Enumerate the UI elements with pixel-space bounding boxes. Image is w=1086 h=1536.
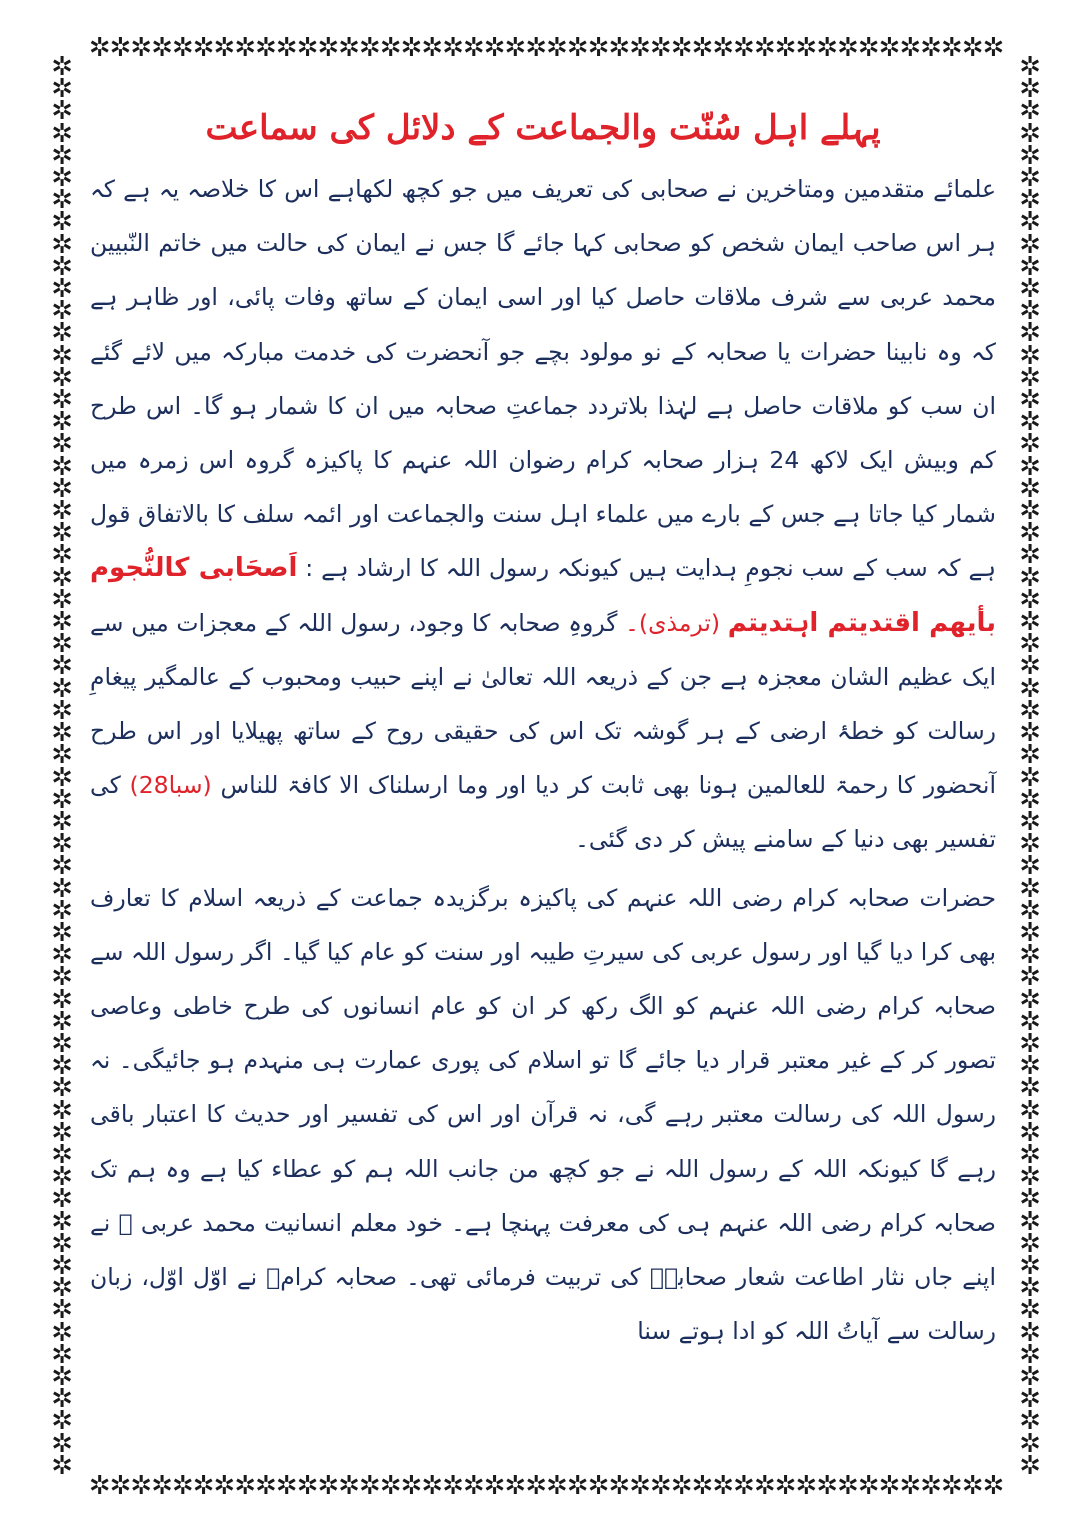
verse-reference: (سبا28) (129, 771, 212, 800)
border-right: ✲✲✲✲✲✲✲✲✲✲✲✲✲✲✲✲✲✲✲✲✲✲✲✲✲✲✲✲✲✲✲✲✲✲✲✲✲✲✲✲✲✲✲✲✲✲✲✲✲✲✲✲✲✲✲✲✲✲✲✲✲✲✲✲ (1019, 56, 1041, 1478)
paragraph-1 (90, 162, 996, 867)
paragraph-1-text-c: کی تفسیر بھی دنیا کے سامنے پیش کر دی گئی۔ (90, 771, 996, 854)
border-top: ✲✲✲✲✲✲✲✲✲✲✲✲✲✲✲✲✲✲✲✲✲✲✲✲✲✲✲✲✲✲✲✲✲✲✲✲✲✲✲✲✲✲✲✲ (88, 34, 1004, 62)
document-body (90, 100, 996, 1440)
page-title: پہلے اہل سُنّت والجماعت کے دلائل کی سماعت (205, 108, 881, 148)
quranic-verse: وما ارسلناک الا کافۃ للناس (220, 771, 489, 800)
paragraph-2: حضرات صحابہ کرام رضی اللہ عنہم کی پاکیزہ برگزیدہ جماعت کے ذریعہ اسلام کا تعارف بھی کرا دیا گیا اور رسول عربی کی سیرتِ طیبہ اور سنت کو عام کیا گیا۔ اگر رسول اللہ سے صحابہ کرام رضی اللہ عنہم کو الگ رکھ کر ان کو عام انسانوں کی طرح خاطی وعاصی تصور کر کے غیر معتبر قرار دیا جائے گا تو اسلام کی پوری عمارت ہی منہدم ہو جائیگی۔ نہ رسول اللہ کی رسالت معتبر رہے گی، نہ قرآن اور اس کی تفسیر اور حدیث کا اعتبار باقی رہے گا کیونکہ اللہ کے رسول اللہ نے جو کچھ من جانب اللہ ہم کو عطاء کیا ہے وہ ہم تک صحابہ کرام رضی اللہ عنہم ہی کی معرفت پہنچا ہے۔ خود معلم انسانیت محمد عربی ﷺ نے اپنے جاں نثار اطاعت شعار صحابہؓ کی تربیت فرمائی تھی۔ صحابہ کرامؓ نے اوّل اوّل، زبان رسالت سے آیاتُ اللہ کو ادا ہوتے سنا (90, 883, 996, 1346)
border-bottom: ✲✲✲✲✲✲✲✲✲✲✲✲✲✲✲✲✲✲✲✲✲✲✲✲✲✲✲✲✲✲✲✲✲✲✲✲✲✲✲✲✲✲✲✲ (88, 1472, 1004, 1500)
hadith-quote: اَصحَابی کالنُّجوم بأیھم اقتدیتم اہتدیتم (90, 553, 996, 638)
border-left: ✲✲✲✲✲✲✲✲✲✲✲✲✲✲✲✲✲✲✲✲✲✲✲✲✲✲✲✲✲✲✲✲✲✲✲✲✲✲✲✲✲✲✲✲✲✲✲✲✲✲✲✲✲✲✲✲✲✲✲✲✲✲✲✲ (51, 56, 73, 1478)
hadith-source: (ترمذی)۔ (625, 608, 721, 637)
paragraph-1-text-a: علمائے متقدمین ومتاخرین نے صحابی کی تعریف میں جو کچھ لکھاہے اس کا خلاصہ یہ ہے کہ ہر اس صاحب ایمان شخص کو صحابی کہا جائے گا جس نے ایمان کی حالت میں خاتم النّبیین محمد عربی سے شرف ملاقات حاصل کیا اور اسی ایمان کے ساتھ وفات پائی، اور ظاہر ہے کہ وہ نابینا حضرات یا صحابہ کے نو مولود بچے جو آنحضرت کی خدمت مبارکہ میں لائے گئے ان سب کو ملاقات حاصل ہے لہٰذا بلاتردد جماعتِ صحابہ میں ان کا شمار ہو گا۔ اس طرح کم وبیش ایک لاکھ 24 ہزار صحابہ کرام رضوان اللہ عنہم کا پاکیزہ گروہ اس زمرہ میں شمار کیا جاتا ہے جس کے بارے میں علماء اہل سنت والجماعت اور ائمہ سلف کا بالاتفاق قول ہے کہ سب کے سب نجومِ ہدایت ہیں کیونکہ رسول اللہ کا ارشاد ہے : (90, 175, 996, 583)
paragraph-1-text-b: گروہِ صحابہ کا وجود، رسول اللہ کے معجزات میں سے ایک عظیم الشان معجزہ ہے جن کے ذریعہ اللہ تعالیٰ نے اپنے حبیب ومحبوب کے عالمگیر پیغامِ رسالت کو خطۂ ارضی کے ہر گوشہ تک اس کی حقیقی روح کے ساتھ پھیلایا اور اس طرح آنحضور کا رحمۃ للعالمین ہونا بھی ثابت کر دیا اور (90, 608, 996, 800)
